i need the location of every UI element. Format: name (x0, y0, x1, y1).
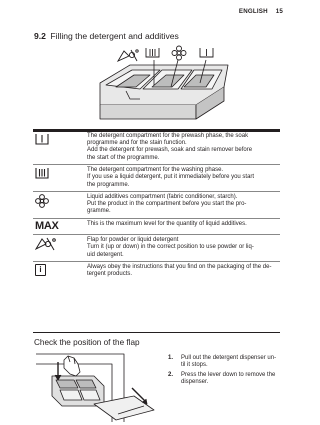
info-icon: i (35, 264, 46, 276)
row-text-line: the programme. (87, 181, 130, 188)
table-row (33, 165, 280, 192)
list-item (168, 355, 280, 370)
row-text-line: Turn it (up or down) in the correct position to use powder or liq- (87, 244, 254, 251)
row-text-line: Always obey the instructions that you find on the packaging of the de- (87, 263, 272, 270)
table-row (33, 131, 280, 165)
section-title (34, 31, 179, 41)
row-text-line: the start of the programme. (87, 154, 160, 161)
fabric-conditioner-icon (35, 194, 49, 208)
instruction-steps (168, 355, 280, 388)
row-text-line: Liquid additives compartment (fabric conditioner, starch). (87, 193, 238, 200)
row-text-line: uid detergent. (87, 251, 124, 258)
dispenser-drawer-illustration (96, 43, 230, 127)
washing-compartment-icon (35, 167, 49, 179)
row-text-line: If you use a liquid detergent, put it immediately before you start (87, 174, 255, 181)
row-text-line: This is the maximum level for the quantity of liquid additives. (87, 220, 247, 227)
symbol-table (33, 131, 280, 281)
row-text-line: Flap for powder or liquid detergent (87, 237, 179, 243)
page-header (239, 8, 283, 15)
page-number: 15 (275, 8, 283, 15)
prewash-compartment-icon (35, 133, 49, 145)
step-number: 2. (168, 371, 174, 378)
step-text-line: Pull out the detergent dispenser un- (181, 355, 277, 361)
step-text-line: dispenser. (181, 378, 209, 385)
section-number: 9.2 (34, 31, 46, 41)
max-level-symbol: MAX (35, 219, 59, 232)
powder-liquid-flap-icon (35, 237, 57, 251)
row-text-line: tergent products. (87, 271, 133, 278)
table-bottom-rule (33, 332, 280, 333)
row-text-line: The detergent compartment for the washing phase. (87, 166, 224, 173)
row-text-line: Put the product in the compartment before you start the pro- (87, 201, 247, 208)
table-row (33, 235, 280, 262)
row-text-line: programme and for the stain function. (87, 140, 187, 147)
step-text-line: Press the lever down to remove the (181, 371, 276, 378)
step-number: 1. (168, 355, 174, 361)
step-text-line: til it stops. (181, 362, 208, 369)
section-title-text: Filling the detergent and additives (50, 31, 179, 41)
row-text-line: gramme. (87, 208, 111, 215)
flap-position-illustration (34, 352, 157, 422)
row-text-line: The detergent compartment for the prewash phase, the soak (87, 132, 249, 139)
subsection-title: Check the position of the flap (34, 338, 140, 347)
table-row (33, 218, 280, 234)
table-row (33, 192, 280, 219)
list-item (168, 372, 280, 387)
row-text-line: Add the detergent for prewash, soak and stain remover before (87, 147, 253, 154)
table-row (33, 262, 280, 281)
header-language: ENGLISH (238, 8, 268, 15)
